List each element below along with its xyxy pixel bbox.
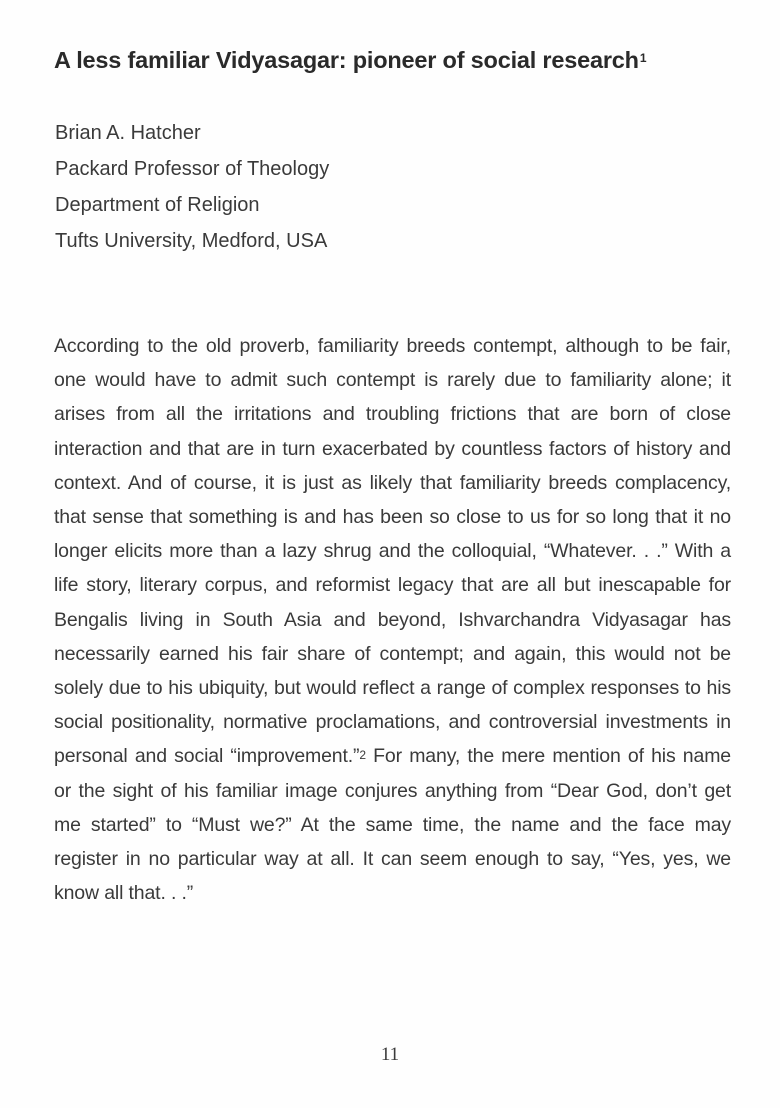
author-block: [55, 115, 655, 259]
title-footnote-marker[interactable]: 1: [639, 51, 647, 65]
page-number: 11: [380, 1044, 400, 1065]
author-department: Department of Religion: [55, 194, 260, 216]
article-title-text: A less familiar Vidyasagar: pioneer of social research: [54, 47, 639, 73]
body-paragraph-part1: According to the old proverb, familiarity breeds contempt, although to be fair, one would have to admit such contempt is rarely due to familiarity alone; it arises from all the irritations and troubling frictions that are born of close interaction and that are in turn exacerbated by countless factors of history and context. And of course, it is just as likely that familiarity breeds complacency, that sense that something is and has been so close to us for so long that it no longer elicits more than a lazy shrug and the colloquial, “Whatever. . .” With a life story, literary corpus, and reformist legacy that are all but inescapable for Bengalis living in South Asia and beyond, Ishvarchandra Vidyasagar has necessarily earned his fair share of contempt; and again, this would not be solely due to his ubiquity, but would reflect a range of complex responses to his social positionality, normative proclamations, and controversial investments in personal and social “improvement.”: [54, 335, 731, 768]
author-position: Packard Professor of Theology: [55, 158, 330, 180]
body-paragraph: [54, 329, 731, 910]
article-title: [54, 44, 744, 76]
author-name: Brian A. Hatcher: [55, 122, 201, 144]
author-institution: Tufts University, Medford, USA: [55, 230, 328, 252]
body-paragraph-part2: For many, the mere mention of his name or the sight of his familiar image conjures anything from “Dear God, don’t get me started” to “Must we?” At the same time, the name and the face may register in no particular way at all. It can seem enough to say, “Yes, yes, we know all that. . .”: [54, 745, 731, 905]
paragraph-footnote-marker[interactable]: 2: [359, 748, 366, 763]
